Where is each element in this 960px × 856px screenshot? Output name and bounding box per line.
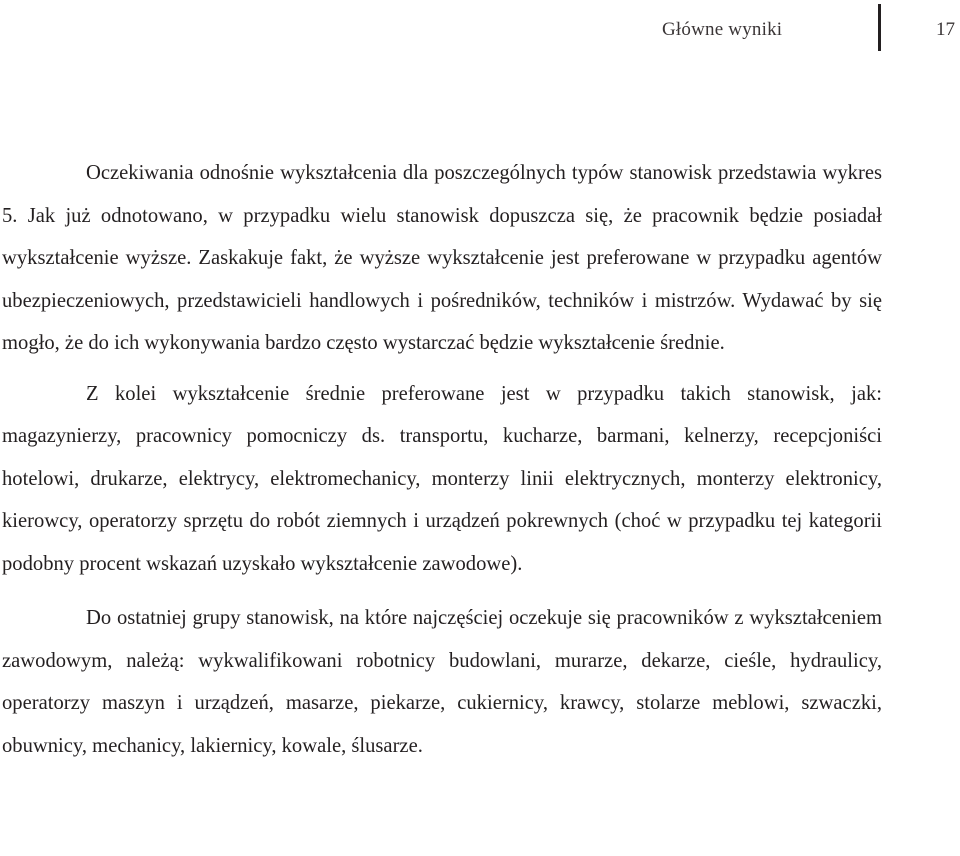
- section-title: Główne wyniki: [662, 19, 783, 40]
- header-divider: [878, 4, 881, 51]
- running-header: [0, 0, 960, 60]
- paragraph-1: Oczekiwania odnośnie wykształcenia dla poszczególnych typów stanowisk przedstawia wykres 5. Jak już odnotowano, w przypadku wielu stanowisk dopuszcza się, że pracownik będzie posiadał wykształcenie wyższe. Zaskakuje fakt, że wyższe wykształcenie jest preferowane w przypadku agentów ubezpieczeniowych, przedstawicieli handlowych i pośredników, techników i mistrzów. Wydawać by się mogło, że do ich wykonywania bardzo często wystarczać będzie wykształcenie średnie.: [2, 162, 882, 354]
- body-text: [2, 152, 882, 767]
- paragraph-2: Z kolei wykształcenie średnie preferowane jest w przypadku takich stanowisk, jak: magazynierzy, pracownicy pomocniczy ds. transportu, kucharze, barmani, kelnerzy, recepcjoniści hotelowi, drukarze, elektrycy, elektromechanicy, monterzy linii elektrycznych, monterzy elektronicy, kierowcy, operatorzy sprzętu do robót ziemnych i urządzeń pokrewnych (choć w przypadku tej kategorii podobny procent wskazań uzyskało wykształcenie zawodowe).: [2, 382, 882, 575]
- page-number: 17: [936, 19, 955, 40]
- paragraph-3: Do ostatniej grupy stanowisk, na które najczęściej oczekuje się pracowników z wykształceniem zawodowym, należą: wykwalifikowani robotnicy budowlani, murarze, dekarze, cieśle, hydraulicy, operatorzy maszyn i urządzeń, masarze, piekarze, cukiernicy, krawcy, stolarze meblowi, szwaczki, obuwnicy, mechanicy, lakiernicy, kowale, ślusarze.: [2, 607, 882, 757]
